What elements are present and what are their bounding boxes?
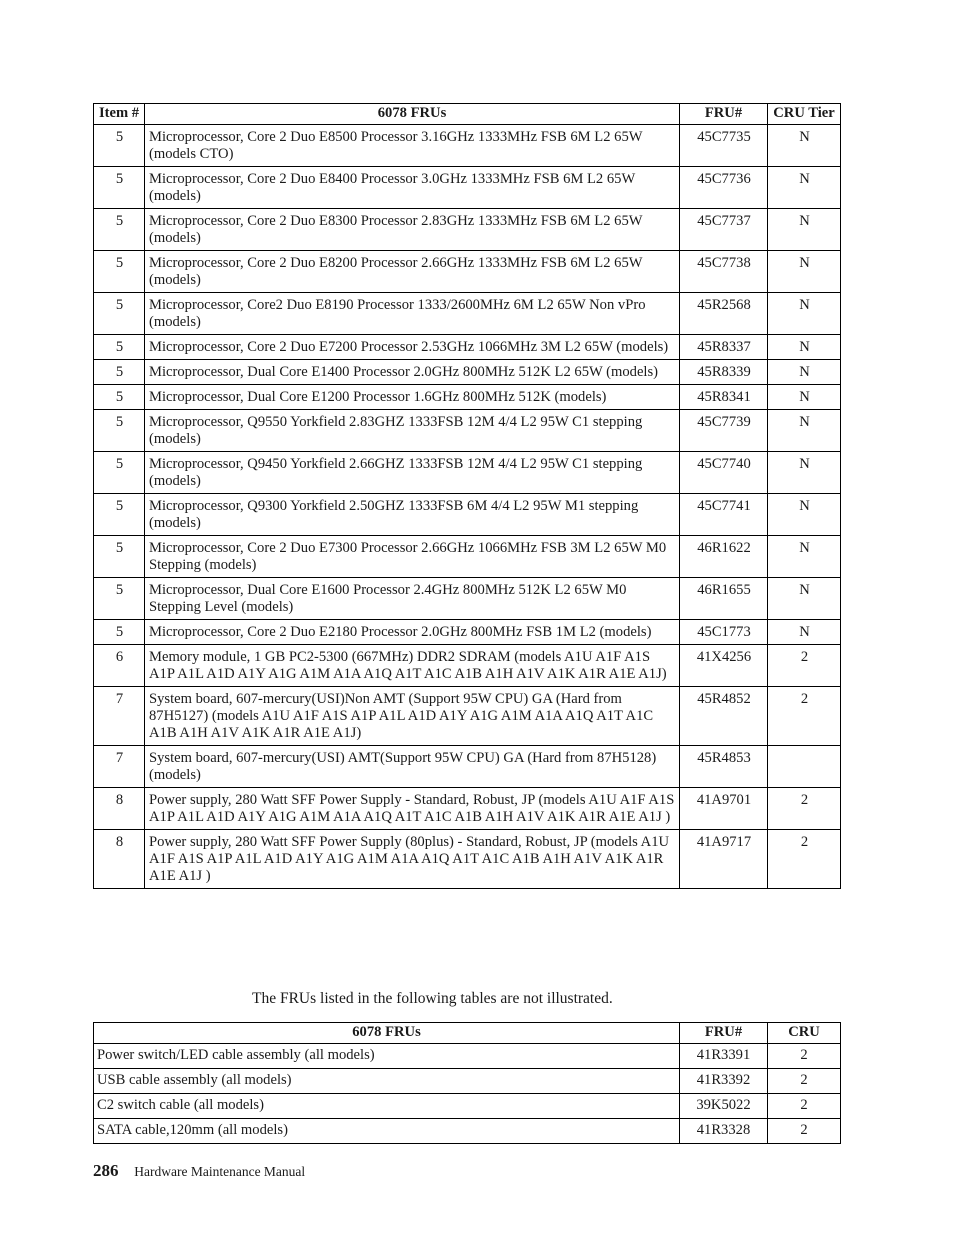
cru-tier-cell: N xyxy=(768,452,841,494)
cru-tier-cell: N xyxy=(768,385,841,410)
fru-number-cell: 45R2568 xyxy=(680,293,768,335)
fru-description-cell: Microprocessor, Dual Core E1600 Processor 2.4GHz 800MHz 512K L2 65W M0 Stepping Level (models) xyxy=(145,578,680,620)
item-number-cell: 5 xyxy=(94,293,145,335)
cru-cell: 2 xyxy=(768,1069,841,1094)
fru-number-cell: 41X4256 xyxy=(680,645,768,687)
fru-number-cell: 41A9701 xyxy=(680,788,768,830)
item-number-cell: 5 xyxy=(94,360,145,385)
fru-description-cell: Microprocessor, Core2 Duo E8190 Processor 1333/2600MHz 6M L2 65W Non vPro (models) xyxy=(145,293,680,335)
table-row xyxy=(94,620,841,645)
cru-tier-cell: N xyxy=(768,209,841,251)
table-row xyxy=(94,167,841,209)
fru-description-cell: Microprocessor, Core 2 Duo E8300 Processor 2.83GHz 1333MHz FSB 6M L2 65W (models) xyxy=(145,209,680,251)
fru-description-cell: USB cable assembly (all models) xyxy=(94,1069,680,1094)
not-illustrated-note: The FRUs listed in the following tables are not illustrated. xyxy=(252,990,613,1007)
fru-description-cell: Microprocessor, Q9550 Yorkfield 2.83GHZ 1333FSB 12M 4/4 L2 95W C1 stepping (models) xyxy=(145,410,680,452)
fru-description-cell: SATA cable,120mm (all models) xyxy=(94,1119,680,1144)
item-number-cell: 5 xyxy=(94,452,145,494)
fru-description-cell: Microprocessor, Core 2 Duo E7200 Processor 2.53GHz 1066MHz 3M L2 65W (models) xyxy=(145,335,680,360)
fru-number-cell: 45C7739 xyxy=(680,410,768,452)
cru-cell: 2 xyxy=(768,1119,841,1144)
cru-tier-cell: N xyxy=(768,293,841,335)
fru-number-cell: 41R3328 xyxy=(680,1119,768,1144)
fru-number-cell: 45C7738 xyxy=(680,251,768,293)
item-number-cell: 5 xyxy=(94,167,145,209)
fru-description-cell: Microprocessor, Core 2 Duo E2180 Processor 2.0GHz 800MHz FSB 1M L2 (models) xyxy=(145,620,680,645)
fru-number-cell: 45R4852 xyxy=(680,687,768,746)
fru-description-cell: Microprocessor, Q9450 Yorkfield 2.66GHZ 1333FSB 12M 4/4 L2 95W C1 stepping (models) xyxy=(145,452,680,494)
cru-tier-cell: N xyxy=(768,410,841,452)
header-frus: 6078 FRUs xyxy=(145,104,680,125)
item-number-cell: 5 xyxy=(94,251,145,293)
fru-description-cell: System board, 607-mercury(USI)Non AMT (Support 95W CPU) GA (Hard from 87H5127) (models A1U A1F A1S A1P A1L A1D A1Y A1G A1M A1A A1Q A1T A1C A1B A1H A1V A1K A1R A1E A1J) xyxy=(145,687,680,746)
fru-number-cell: 39K5022 xyxy=(680,1094,768,1119)
header-fru-number: FRU# xyxy=(680,1023,768,1044)
fru-table-not-illustrated xyxy=(93,1022,841,1144)
header-cru: CRU xyxy=(768,1023,841,1044)
table-row xyxy=(94,452,841,494)
table-row xyxy=(94,209,841,251)
cru-tier-cell: N xyxy=(768,494,841,536)
cru-tier-cell: N xyxy=(768,167,841,209)
fru-description-cell: Power switch/LED cable assembly (all models) xyxy=(94,1044,680,1069)
table-row xyxy=(94,536,841,578)
fru-number-cell: 45C7740 xyxy=(680,452,768,494)
cru-tier-cell: 2 xyxy=(768,687,841,746)
table-row xyxy=(94,645,841,687)
fru-description-cell: Microprocessor, Core 2 Duo E8500 Processor 3.16GHz 1333MHz FSB 6M L2 65W (models CTO) xyxy=(145,125,680,167)
cru-tier-cell: 2 xyxy=(768,830,841,889)
fru-description-cell: Power supply, 280 Watt SFF Power Supply - Standard, Robust, JP (models A1U A1F A1S A1P A1L A1D A1Y A1G A1M A1A A1Q A1T A1C A1B A1H A1V A1K A1R A1E A1J ) xyxy=(145,788,680,830)
item-number-cell: 7 xyxy=(94,746,145,788)
table-row xyxy=(94,788,841,830)
table2-body xyxy=(94,1044,841,1144)
fru-description-cell: C2 switch cable (all models) xyxy=(94,1094,680,1119)
cru-tier-cell: 2 xyxy=(768,788,841,830)
item-number-cell: 5 xyxy=(94,385,145,410)
fru-description-cell: System board, 607-mercury(USI) AMT(Support 95W CPU) GA (Hard from 87H5128) (models) xyxy=(145,746,680,788)
fru-number-cell: 45C1773 xyxy=(680,620,768,645)
table-row xyxy=(94,1044,841,1069)
cru-tier-cell: N xyxy=(768,251,841,293)
fru-number-cell: 45C7741 xyxy=(680,494,768,536)
item-number-cell: 5 xyxy=(94,578,145,620)
table-row xyxy=(94,746,841,788)
table-row xyxy=(94,578,841,620)
table-row xyxy=(94,251,841,293)
item-number-cell: 5 xyxy=(94,209,145,251)
fru-number-cell: 45C7736 xyxy=(680,167,768,209)
fru-description-cell: Microprocessor, Core 2 Duo E7300 Processor 2.66GHz 1066MHz FSB 3M L2 65W M0 Stepping (models) xyxy=(145,536,680,578)
fru-description-cell: Microprocessor, Dual Core E1400 Processor 2.0GHz 800MHz 512K L2 65W (models) xyxy=(145,360,680,385)
fru-number-cell: 45C7737 xyxy=(680,209,768,251)
page-number: 286 xyxy=(93,1161,119,1180)
table-header-row xyxy=(94,104,841,125)
item-number-cell: 7 xyxy=(94,687,145,746)
item-number-cell: 5 xyxy=(94,620,145,645)
fru-number-cell: 45C7735 xyxy=(680,125,768,167)
manual-title: Hardware Maintenance Manual xyxy=(134,1164,306,1179)
fru-number-cell: 46R1655 xyxy=(680,578,768,620)
item-number-cell: 5 xyxy=(94,125,145,167)
item-number-cell: 5 xyxy=(94,494,145,536)
fru-description-cell: Power supply, 280 Watt SFF Power Supply (80plus) - Standard, Robust, JP (models A1U A1F A1S A1P A1L A1D A1Y A1G A1M A1A A1Q A1T A1C A1B A1H A1V A1K A1R A1E A1J ) xyxy=(145,830,680,889)
cru-cell: 2 xyxy=(768,1094,841,1119)
table-row xyxy=(94,687,841,746)
fru-description-cell: Microprocessor, Q9300 Yorkfield 2.50GHZ 1333FSB 6M 4/4 L2 95W M1 stepping (models) xyxy=(145,494,680,536)
table-row xyxy=(94,1069,841,1094)
page-footer xyxy=(93,1161,305,1181)
table-header-row xyxy=(94,1023,841,1044)
item-number-cell: 8 xyxy=(94,788,145,830)
fru-description-cell: Memory module, 1 GB PC2-5300 (667MHz) DDR2 SDRAM (models A1U A1F A1S A1P A1L A1D A1Y A1G A1M A1A A1Q A1T A1C A1B A1H A1V A1K A1R A1E A1J) xyxy=(145,645,680,687)
fru-number-cell: 45R8341 xyxy=(680,385,768,410)
fru-description-cell: Microprocessor, Core 2 Duo E8400 Processor 3.0GHz 1333MHz FSB 6M L2 65W (models) xyxy=(145,167,680,209)
fru-number-cell: 45R8339 xyxy=(680,360,768,385)
cru-tier-cell: N xyxy=(768,536,841,578)
header-item-number: Item # xyxy=(94,104,145,125)
item-number-cell: 6 xyxy=(94,645,145,687)
fru-number-cell: 41R3392 xyxy=(680,1069,768,1094)
cru-tier-cell xyxy=(768,746,841,788)
fru-number-cell: 45R8337 xyxy=(680,335,768,360)
table-row xyxy=(94,410,841,452)
cru-tier-cell: N xyxy=(768,620,841,645)
table-row xyxy=(94,1119,841,1144)
cru-tier-cell: N xyxy=(768,335,841,360)
cru-tier-cell: N xyxy=(768,360,841,385)
fru-table-illustrated xyxy=(93,103,841,889)
table-row xyxy=(94,385,841,410)
fru-number-cell: 41R3391 xyxy=(680,1044,768,1069)
table1-body xyxy=(94,125,841,889)
table-row xyxy=(94,335,841,360)
fru-number-cell: 46R1622 xyxy=(680,536,768,578)
item-number-cell: 5 xyxy=(94,536,145,578)
cru-cell: 2 xyxy=(768,1044,841,1069)
header-cru-tier: CRU Tier xyxy=(768,104,841,125)
cru-tier-cell: N xyxy=(768,125,841,167)
header-fru-number: FRU# xyxy=(680,104,768,125)
header-frus: 6078 FRUs xyxy=(94,1023,680,1044)
table-row xyxy=(94,1094,841,1119)
item-number-cell: 5 xyxy=(94,410,145,452)
table-row xyxy=(94,830,841,889)
table-row xyxy=(94,360,841,385)
table-row xyxy=(94,125,841,167)
fru-number-cell: 45R4853 xyxy=(680,746,768,788)
table-row xyxy=(94,293,841,335)
item-number-cell: 8 xyxy=(94,830,145,889)
fru-description-cell: Microprocessor, Dual Core E1200 Processor 1.6GHz 800MHz 512K (models) xyxy=(145,385,680,410)
cru-tier-cell: N xyxy=(768,578,841,620)
fru-description-cell: Microprocessor, Core 2 Duo E8200 Processor 2.66GHz 1333MHz FSB 6M L2 65W (models) xyxy=(145,251,680,293)
cru-tier-cell: 2 xyxy=(768,645,841,687)
item-number-cell: 5 xyxy=(94,335,145,360)
table-row xyxy=(94,494,841,536)
fru-number-cell: 41A9717 xyxy=(680,830,768,889)
